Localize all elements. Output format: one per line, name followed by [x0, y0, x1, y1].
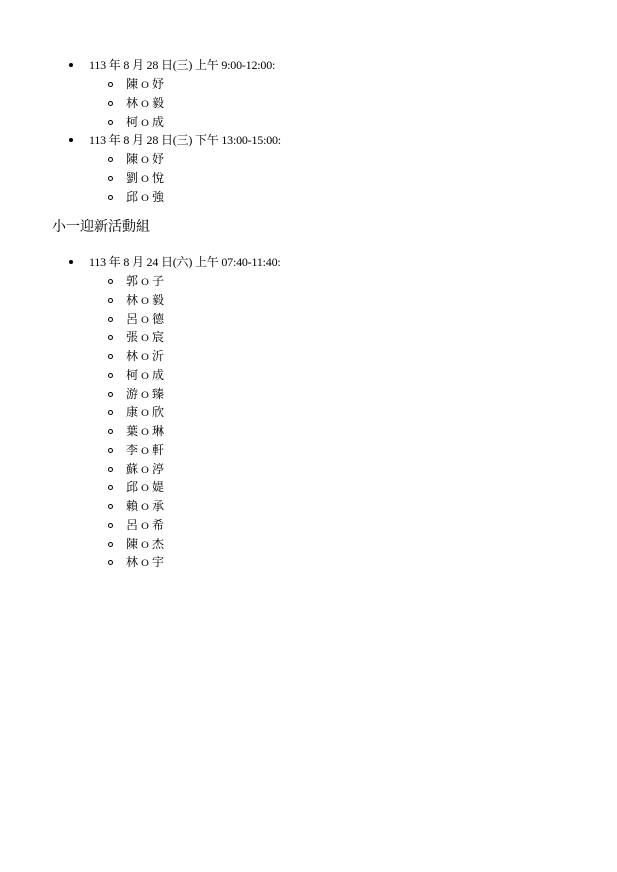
session-title: 113 年 8 月 24 日(六) 上午 07:40-11:40:: [89, 255, 281, 269]
list-item: [0, 310, 281, 329]
list-item: [0, 403, 281, 422]
person-name: 林ｏ沂: [126, 349, 166, 363]
circle-bullet-icon: [108, 354, 113, 359]
person-name: 邱ｏ媞: [126, 480, 166, 495]
session-title: 113 年 8 月 28 日(三) 下午 13:00-15:00:: [89, 133, 281, 148]
circle-bullet-icon: [108, 560, 113, 565]
list-item: [0, 291, 281, 310]
person-name: 李ｏ軒: [126, 442, 166, 457]
list-item: [0, 385, 281, 404]
circle-bullet-icon: [108, 298, 113, 303]
person-name: 賴ｏ承: [126, 499, 166, 513]
session-title: 113 年 8 月 28 日(三) 上午 9:00-12:00:: [89, 58, 276, 72]
list-item: [0, 497, 281, 516]
session-item: [0, 253, 281, 572]
person-name: 呂ｏ希: [126, 517, 166, 532]
list-item: [0, 460, 281, 479]
person-name: 林ｏ宇: [126, 555, 166, 570]
session-header: [0, 131, 281, 150]
list-item: [0, 113, 281, 132]
list-item: [0, 422, 281, 441]
person-name: 劉ｏ悅: [126, 171, 166, 185]
person-name: 陳ｏ妤: [126, 77, 166, 91]
bullet-dot-icon: [69, 63, 73, 67]
list-item: [0, 75, 281, 94]
person-name: 蘇ｏ渟: [126, 461, 166, 476]
person-name: 呂ｏ德: [126, 311, 166, 326]
circle-bullet-icon: [108, 485, 113, 490]
list-item: [0, 169, 281, 188]
bullet-dot-icon: [69, 260, 73, 264]
circle-bullet-icon: [108, 317, 113, 322]
circle-bullet-icon: [108, 176, 113, 181]
list-item: [0, 478, 281, 497]
circle-bullet-icon: [108, 523, 113, 528]
person-name: 康ｏ欣: [126, 405, 166, 420]
list-item: [0, 347, 281, 366]
person-name: 邱ｏ強: [126, 189, 166, 204]
person-name: 陳ｏ妤: [126, 152, 166, 167]
section-title: 小一迎新活動組: [52, 220, 150, 235]
person-name: 柯ｏ成: [126, 367, 166, 382]
circle-bullet-icon: [108, 82, 113, 87]
session-item: [0, 131, 281, 206]
circle-bullet-icon: [108, 335, 113, 340]
list-item: [0, 535, 281, 554]
list-item: [0, 94, 281, 113]
list-item: [0, 441, 281, 460]
session-header: [0, 253, 281, 272]
circle-bullet-icon: [108, 101, 113, 106]
circle-bullet-icon: [108, 392, 113, 397]
name-list: [0, 75, 281, 131]
circle-bullet-icon: [108, 279, 113, 284]
name-list: [0, 272, 281, 572]
list-item: [0, 188, 281, 207]
person-name: 柯ｏ成: [126, 114, 166, 129]
person-name: 郭ｏ子: [126, 274, 166, 288]
circle-bullet-icon: [108, 429, 113, 434]
list-item: [0, 150, 281, 169]
session-list-bottom: [0, 253, 281, 572]
person-name: 陳ｏ杰: [126, 536, 166, 551]
circle-bullet-icon: [108, 448, 113, 453]
session-header: [0, 56, 281, 75]
session-item: [0, 56, 281, 131]
list-item: [0, 272, 281, 291]
person-name: 張ｏ宸: [126, 330, 166, 345]
circle-bullet-icon: [108, 195, 113, 200]
list-item: [0, 366, 281, 385]
bullet-dot-icon: [69, 138, 73, 142]
list-item: [0, 328, 281, 347]
list-item: [0, 553, 281, 572]
circle-bullet-icon: [108, 542, 113, 547]
circle-bullet-icon: [108, 410, 113, 415]
person-name: 林ｏ毅: [126, 292, 166, 307]
circle-bullet-icon: [108, 467, 113, 472]
person-name: 游ｏ臻: [126, 386, 166, 401]
circle-bullet-icon: [108, 157, 113, 162]
session-list-top: [0, 56, 281, 207]
circle-bullet-icon: [108, 504, 113, 509]
circle-bullet-icon: [108, 373, 113, 378]
circle-bullet-icon: [108, 120, 113, 125]
person-name: 葉ｏ琳: [126, 424, 166, 438]
list-item: [0, 516, 281, 535]
name-list: [0, 150, 281, 206]
person-name: 林ｏ毅: [126, 95, 166, 110]
